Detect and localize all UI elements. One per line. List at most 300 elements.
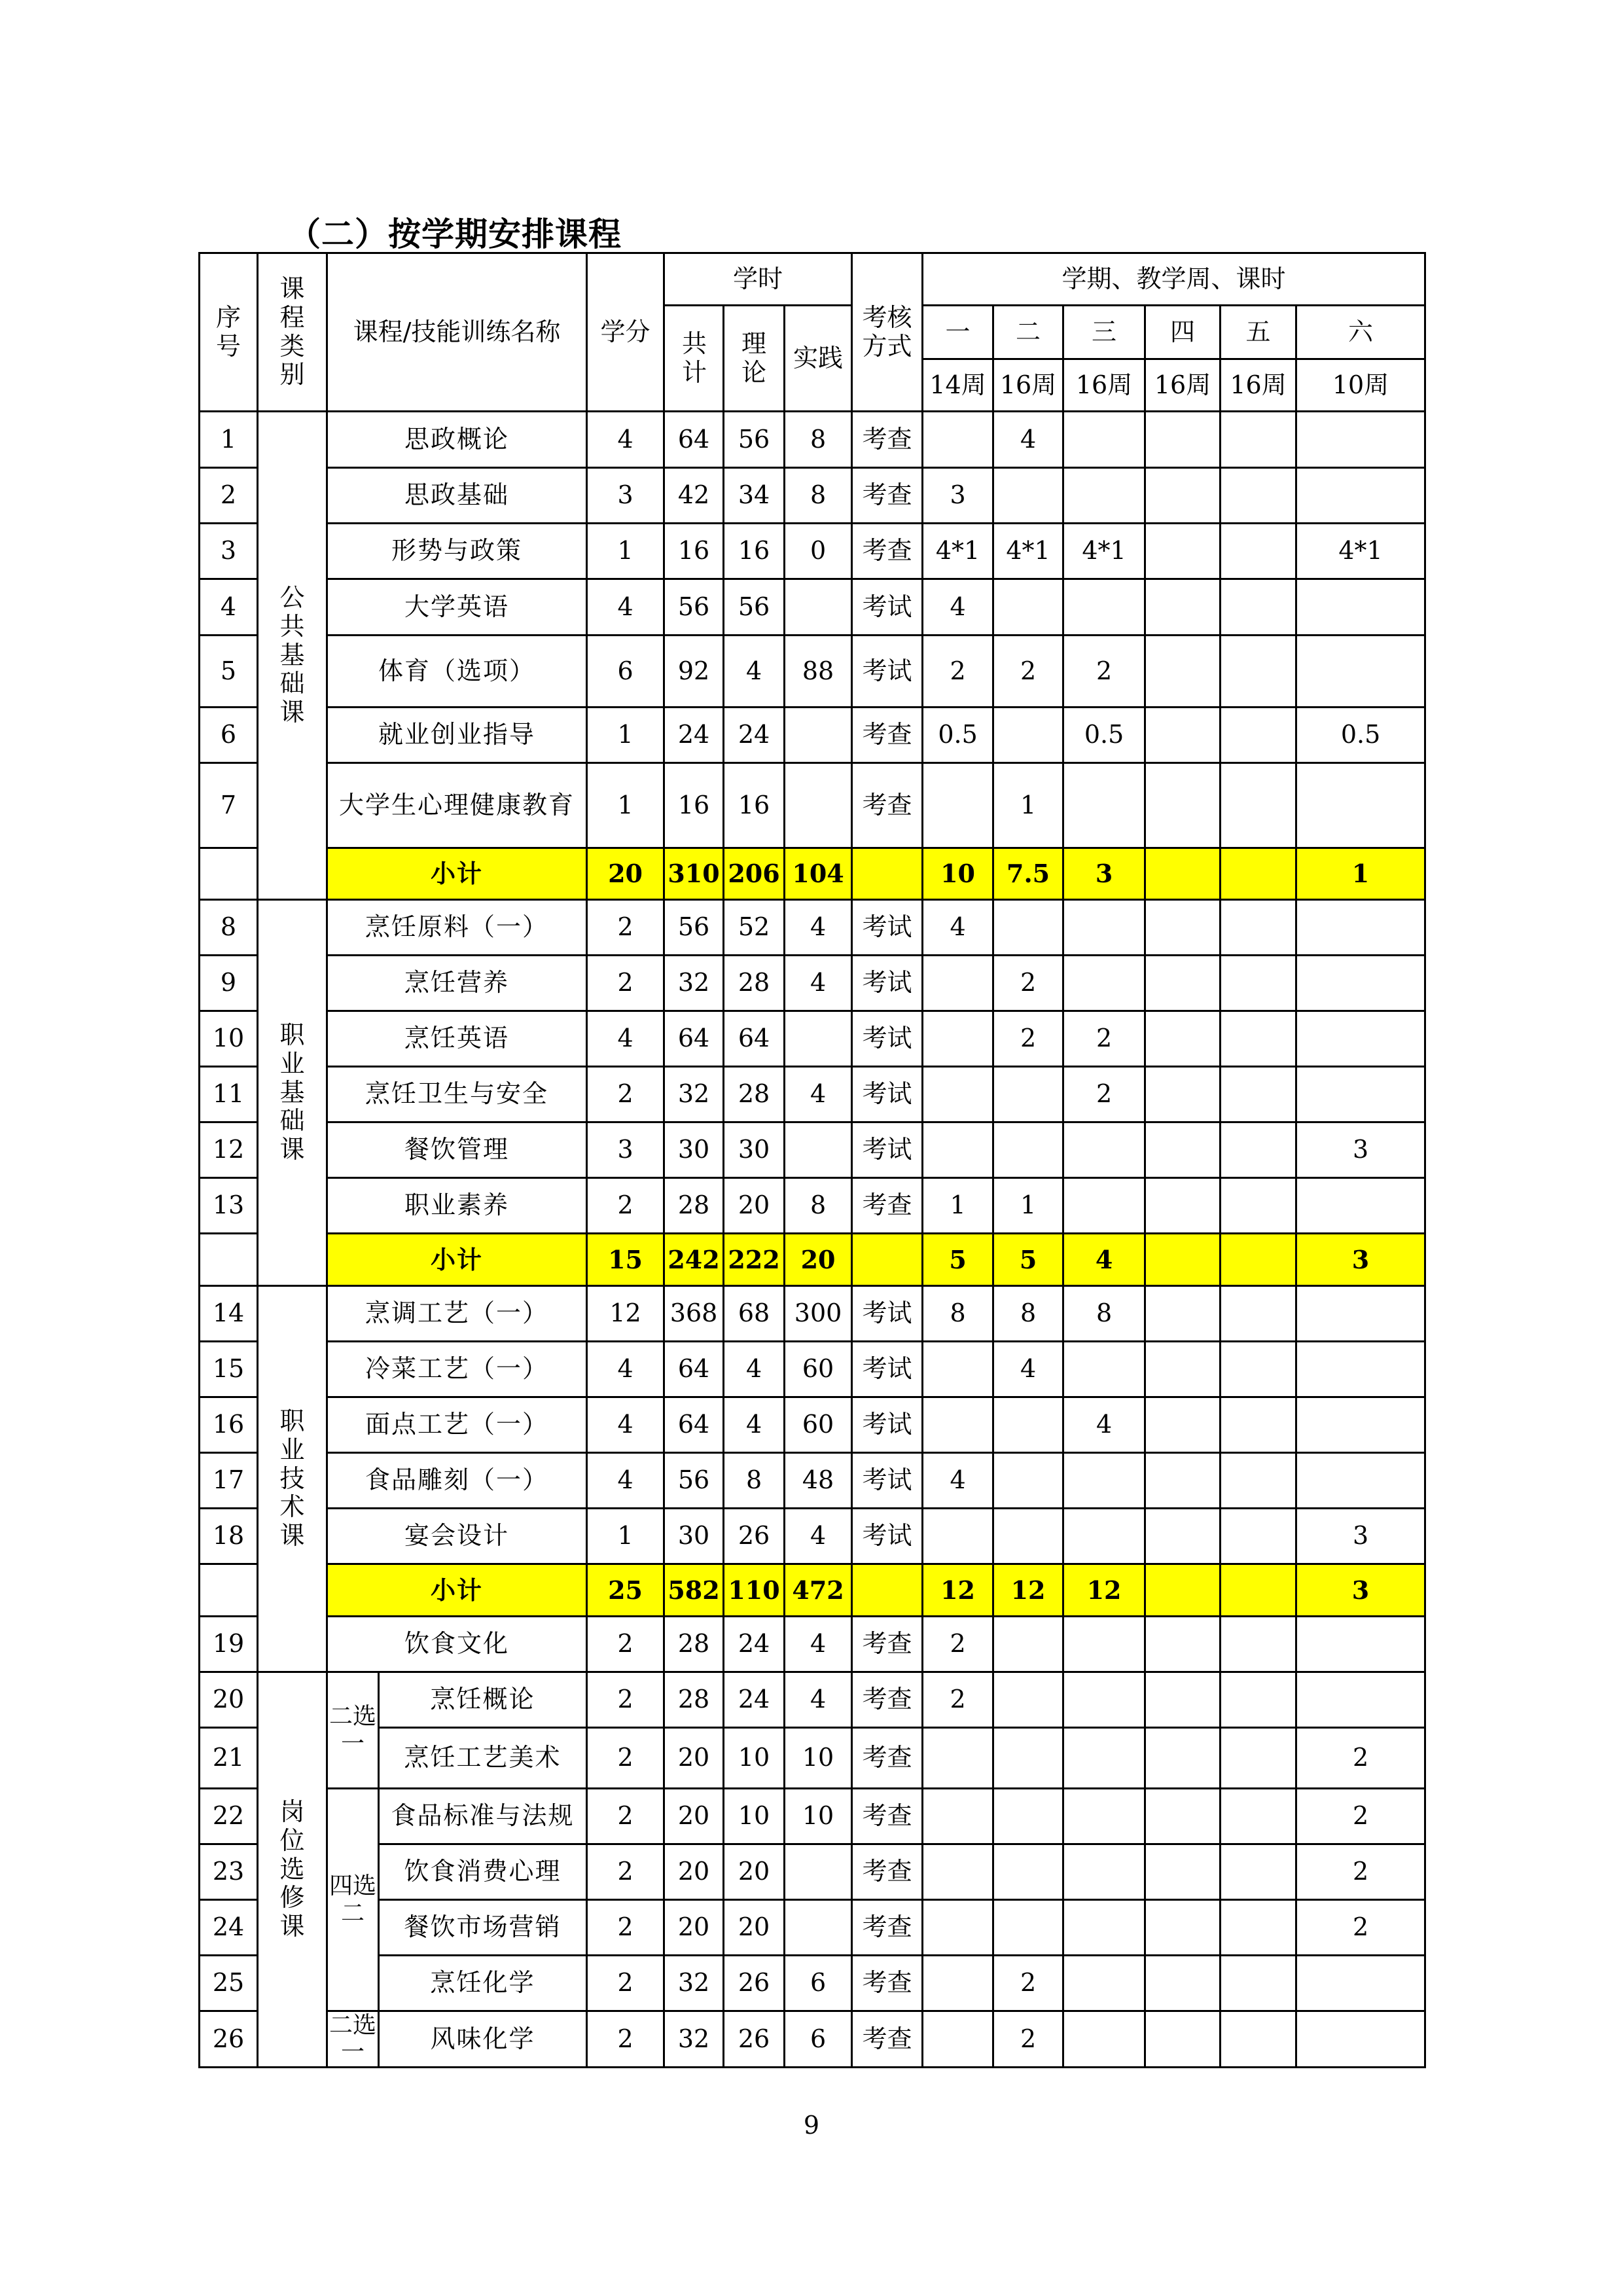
cell-term-hours bbox=[1296, 579, 1425, 636]
cell-term-hours bbox=[1145, 468, 1221, 524]
cell-term-hours bbox=[1063, 1178, 1145, 1234]
cell-term-hours: 1 bbox=[923, 1178, 993, 1234]
cell-term-hours bbox=[993, 468, 1063, 524]
cell-course-name: 烹饪概论 bbox=[379, 1672, 587, 1728]
cell-assessment: 考查 bbox=[852, 1844, 923, 1900]
cell-theory-hours: 34 bbox=[724, 468, 785, 524]
cell-seq: 7 bbox=[200, 763, 258, 848]
cell-term-hours: 2 bbox=[993, 1011, 1063, 1067]
cell-term-hours bbox=[1296, 956, 1425, 1011]
cell-term-hours bbox=[1063, 2011, 1145, 2068]
cell-term-hours bbox=[1063, 1900, 1145, 1956]
cell-assessment: 考查 bbox=[852, 1178, 923, 1234]
table-row bbox=[200, 1789, 1425, 1844]
cell-term-hours bbox=[1296, 1453, 1425, 1509]
cell-term-hours bbox=[1145, 1900, 1221, 1956]
cell-credit: 4 bbox=[587, 1011, 664, 1067]
category-public: 公共基础课 bbox=[258, 412, 327, 900]
cell-term-hours: 2 bbox=[1296, 1789, 1425, 1844]
table-row bbox=[200, 1956, 1425, 2011]
cell-total-hours: 42 bbox=[664, 468, 724, 524]
cell-term-hours: 0.5 bbox=[1063, 708, 1145, 763]
cell-practice-hours: 4 bbox=[785, 1509, 852, 1564]
cell-course-name: 大学英语 bbox=[327, 579, 587, 636]
header-course-name: 课程/技能训练名称 bbox=[327, 253, 587, 412]
cell-total-hours: 32 bbox=[664, 2011, 724, 2068]
cell-theory-hours: 16 bbox=[724, 524, 785, 579]
cell-term-hours: 5 bbox=[993, 1234, 1063, 1286]
table-row bbox=[200, 1122, 1425, 1178]
cell-total-hours: 56 bbox=[664, 1453, 724, 1509]
cell-course-name: 思政基础 bbox=[327, 468, 587, 524]
cell-assessment: 考试 bbox=[852, 1122, 923, 1178]
cell-subtotal-label: 小计 bbox=[327, 1564, 587, 1617]
cell-practice-hours: 300 bbox=[785, 1286, 852, 1342]
cell-theory-hours: 222 bbox=[724, 1234, 785, 1286]
cell-term-hours bbox=[1063, 1453, 1145, 1509]
header-term: 四 bbox=[1145, 306, 1221, 359]
cell-term-hours bbox=[923, 1011, 993, 1067]
cell-seq bbox=[200, 848, 258, 900]
cell-practice-hours bbox=[785, 1122, 852, 1178]
cell-term-hours bbox=[923, 1900, 993, 1956]
cell-term-hours bbox=[1221, 708, 1296, 763]
cell-theory-hours: 4 bbox=[724, 1397, 785, 1453]
cell-course-name: 餐饮管理 bbox=[327, 1122, 587, 1178]
cell-assessment: 考查 bbox=[852, 1672, 923, 1728]
cell-term-hours: 0.5 bbox=[923, 708, 993, 763]
cell-assessment: 考试 bbox=[852, 1342, 923, 1397]
cell-assessment: 考查 bbox=[852, 1956, 923, 2011]
cell-term-hours bbox=[993, 1509, 1063, 1564]
cell-term-hours bbox=[923, 2011, 993, 2068]
cell-practice-hours: 6 bbox=[785, 1956, 852, 2011]
table-row bbox=[200, 1397, 1425, 1453]
cell-course-name: 烹饪营养 bbox=[327, 956, 587, 1011]
cell-credit: 2 bbox=[587, 2011, 664, 2068]
cell-term-hours bbox=[1296, 1342, 1425, 1397]
cell-term-hours bbox=[1296, 468, 1425, 524]
cell-seq: 26 bbox=[200, 2011, 258, 2068]
cell-term-hours bbox=[1221, 1011, 1296, 1067]
cell-term-hours bbox=[993, 1397, 1063, 1453]
cell-theory-hours: 64 bbox=[724, 1011, 785, 1067]
cell-term-hours bbox=[1221, 524, 1296, 579]
cell-credit: 2 bbox=[587, 1672, 664, 1728]
cell-term-hours bbox=[993, 1453, 1063, 1509]
category-professional-basic: 职业基础课 bbox=[258, 900, 327, 1286]
cell-practice-hours: 8 bbox=[785, 412, 852, 468]
cell-theory-hours: 56 bbox=[724, 412, 785, 468]
cell-total-hours: 24 bbox=[664, 708, 724, 763]
cell-total-hours: 20 bbox=[664, 1844, 724, 1900]
cell-credit: 4 bbox=[587, 579, 664, 636]
table-row bbox=[200, 763, 1425, 848]
cell-theory-hours: 26 bbox=[724, 1956, 785, 2011]
cell-term-hours: 2 bbox=[1296, 1728, 1425, 1789]
cell-term-hours bbox=[1145, 1789, 1221, 1844]
cell-seq: 19 bbox=[200, 1617, 258, 1672]
cell-term-hours bbox=[1296, 412, 1425, 468]
cell-credit: 2 bbox=[587, 1844, 664, 1900]
cell-term-hours bbox=[1221, 1509, 1296, 1564]
cell-seq: 22 bbox=[200, 1789, 258, 1844]
cell-total-hours: 28 bbox=[664, 1617, 724, 1672]
cell-subtotal-label: 小计 bbox=[327, 848, 587, 900]
cell-term-hours: 4*1 bbox=[993, 524, 1063, 579]
cell-credit: 12 bbox=[587, 1286, 664, 1342]
cell-assessment: 考查 bbox=[852, 1900, 923, 1956]
cell-term-hours bbox=[923, 1728, 993, 1789]
cell-total-hours: 64 bbox=[664, 1397, 724, 1453]
cell-assessment: 考试 bbox=[852, 1011, 923, 1067]
cell-course-name: 就业创业指导 bbox=[327, 708, 587, 763]
cell-term-hours bbox=[923, 1397, 993, 1453]
cell-seq: 13 bbox=[200, 1178, 258, 1234]
cell-term-hours: 2 bbox=[993, 636, 1063, 708]
cell-practice-hours: 8 bbox=[785, 1178, 852, 1234]
cell-term-hours bbox=[1145, 1844, 1221, 1900]
cell-credit: 2 bbox=[587, 956, 664, 1011]
header-hours: 学时 bbox=[664, 253, 852, 306]
cell-total-hours: 368 bbox=[664, 1286, 724, 1342]
cell-term-hours bbox=[1296, 1067, 1425, 1122]
cell-term-hours bbox=[993, 1617, 1063, 1672]
cell-term-hours bbox=[1221, 636, 1296, 708]
cell-course-name: 饮食文化 bbox=[327, 1617, 587, 1672]
header-term: 二 bbox=[993, 306, 1063, 359]
header-term: 三 bbox=[1063, 306, 1145, 359]
cell-credit: 3 bbox=[587, 468, 664, 524]
cell-total-hours: 32 bbox=[664, 956, 724, 1011]
cell-theory-hours: 16 bbox=[724, 763, 785, 848]
cell-theory-hours: 20 bbox=[724, 1178, 785, 1234]
cell-term-hours bbox=[1063, 1672, 1145, 1728]
cell-term-hours bbox=[1296, 900, 1425, 956]
cell-theory-hours: 4 bbox=[724, 636, 785, 708]
cell-term-hours bbox=[993, 1844, 1063, 1900]
cell-term-hours bbox=[1221, 1234, 1296, 1286]
cell-theory-hours: 20 bbox=[724, 1844, 785, 1900]
cell-seq: 4 bbox=[200, 579, 258, 636]
header-weeks: 16周 bbox=[1063, 359, 1145, 412]
cell-term-hours bbox=[1145, 1234, 1221, 1286]
cell-term-hours bbox=[1221, 1564, 1296, 1617]
cell-term-hours bbox=[1221, 1342, 1296, 1397]
cell-term-hours bbox=[1063, 1342, 1145, 1397]
header-weeks: 16周 bbox=[1221, 359, 1296, 412]
cell-term-hours bbox=[1063, 763, 1145, 848]
page-number: 9 bbox=[803, 2111, 820, 2140]
cell-credit: 2 bbox=[587, 1067, 664, 1122]
cell-seq: 9 bbox=[200, 956, 258, 1011]
cell-seq: 12 bbox=[200, 1122, 258, 1178]
cell-assessment: 考试 bbox=[852, 900, 923, 956]
cell-term-hours bbox=[923, 1956, 993, 2011]
cell-term-hours bbox=[1221, 412, 1296, 468]
cell-practice-hours: 104 bbox=[785, 848, 852, 900]
table-row bbox=[200, 1728, 1425, 1789]
table-row bbox=[200, 1011, 1425, 1067]
cell-total-hours: 28 bbox=[664, 1178, 724, 1234]
cell-term-hours bbox=[1145, 1509, 1221, 1564]
cell-credit: 1 bbox=[587, 524, 664, 579]
cell-practice-hours: 6 bbox=[785, 2011, 852, 2068]
cell-theory-hours: 4 bbox=[724, 1342, 785, 1397]
cell-assessment: 考试 bbox=[852, 636, 923, 708]
cell-term-hours bbox=[1145, 1011, 1221, 1067]
cell-credit: 4 bbox=[587, 1342, 664, 1397]
cell-theory-hours: 206 bbox=[724, 848, 785, 900]
cell-total-hours: 16 bbox=[664, 524, 724, 579]
cell-practice-hours: 88 bbox=[785, 636, 852, 708]
cell-theory-hours: 28 bbox=[724, 1067, 785, 1122]
cell-term-hours bbox=[1296, 1956, 1425, 2011]
cell-theory-hours: 8 bbox=[724, 1453, 785, 1509]
cell-term-hours: 2 bbox=[1063, 1067, 1145, 1122]
cell-term-hours bbox=[923, 1844, 993, 1900]
cell-subtotal-label: 小计 bbox=[327, 1234, 587, 1286]
cell-term-hours bbox=[1296, 1286, 1425, 1342]
cell-assessment: 考查 bbox=[852, 468, 923, 524]
cell-course-name: 餐饮市场营销 bbox=[379, 1900, 587, 1956]
cell-theory-hours: 10 bbox=[724, 1789, 785, 1844]
cell-term-hours: 0.5 bbox=[1296, 708, 1425, 763]
table-row bbox=[200, 412, 1425, 468]
cell-term-hours: 4 bbox=[923, 1453, 993, 1509]
subtotal-row bbox=[200, 1564, 1425, 1617]
cell-term-hours bbox=[923, 1509, 993, 1564]
cell-term-hours bbox=[1145, 900, 1221, 956]
cell-term-hours bbox=[1296, 1178, 1425, 1234]
header-practice: 实践 bbox=[785, 306, 852, 412]
cell-term-hours bbox=[1221, 468, 1296, 524]
table-row bbox=[200, 1178, 1425, 1234]
cell-term-hours bbox=[1145, 1178, 1221, 1234]
table-row bbox=[200, 900, 1425, 956]
cell-term-hours bbox=[1145, 1728, 1221, 1789]
cell-term-hours bbox=[1145, 524, 1221, 579]
cell-term-hours: 2 bbox=[993, 2011, 1063, 2068]
cell-term-hours bbox=[1296, 1617, 1425, 1672]
cell-course-name: 烹饪卫生与安全 bbox=[327, 1067, 587, 1122]
cell-assessment: 考查 bbox=[852, 708, 923, 763]
cell-term-hours bbox=[993, 1067, 1063, 1122]
header-term: 一 bbox=[923, 306, 993, 359]
cell-term-hours: 4*1 bbox=[923, 524, 993, 579]
table-row bbox=[200, 1067, 1425, 1122]
cell-seq: 24 bbox=[200, 1900, 258, 1956]
cell-credit: 25 bbox=[587, 1564, 664, 1617]
cell-term-hours bbox=[1221, 1617, 1296, 1672]
table-row bbox=[200, 1453, 1425, 1509]
cell-term-hours bbox=[1221, 848, 1296, 900]
table-row bbox=[200, 708, 1425, 763]
cell-practice-hours: 4 bbox=[785, 900, 852, 956]
cell-term-hours bbox=[1296, 636, 1425, 708]
cell-theory-hours: 110 bbox=[724, 1564, 785, 1617]
cell-term-hours bbox=[1063, 1728, 1145, 1789]
cell-course-name: 大学生心理健康教育 bbox=[327, 763, 587, 848]
cell-practice-hours: 60 bbox=[785, 1397, 852, 1453]
cell-term-hours bbox=[1145, 1564, 1221, 1617]
cell-course-name: 思政概论 bbox=[327, 412, 587, 468]
cell-term-hours bbox=[993, 1672, 1063, 1728]
cell-term-hours: 8 bbox=[923, 1286, 993, 1342]
cell-term-hours: 3 bbox=[1296, 1509, 1425, 1564]
cell-term-hours: 7.5 bbox=[993, 848, 1063, 900]
cell-term-hours: 12 bbox=[1063, 1564, 1145, 1617]
cell-term-hours bbox=[923, 1067, 993, 1122]
cell-theory-hours: 30 bbox=[724, 1122, 785, 1178]
cell-seq: 8 bbox=[200, 900, 258, 956]
cell-term-hours bbox=[923, 1122, 993, 1178]
cell-term-hours bbox=[1221, 900, 1296, 956]
cell-credit: 1 bbox=[587, 763, 664, 848]
header-total: 共计 bbox=[664, 306, 724, 412]
cell-total-hours: 56 bbox=[664, 579, 724, 636]
cell-term-hours bbox=[1145, 763, 1221, 848]
cell-assessment: 考试 bbox=[852, 1397, 923, 1453]
cell-term-hours bbox=[923, 763, 993, 848]
cell-term-hours bbox=[923, 1342, 993, 1397]
cell-course-name: 烹饪工艺美术 bbox=[379, 1728, 587, 1789]
table-row bbox=[200, 1844, 1425, 1900]
cell-term-hours bbox=[993, 1122, 1063, 1178]
cell-theory-hours: 52 bbox=[724, 900, 785, 956]
cell-total-hours: 32 bbox=[664, 1067, 724, 1122]
cell-credit: 2 bbox=[587, 1728, 664, 1789]
cell-theory-hours: 20 bbox=[724, 1900, 785, 1956]
cell-term-hours bbox=[923, 1789, 993, 1844]
cell-term-hours bbox=[1145, 956, 1221, 1011]
cell-term-hours bbox=[1063, 1956, 1145, 2011]
cell-term-hours bbox=[1221, 1789, 1296, 1844]
cell-term-hours: 2 bbox=[923, 636, 993, 708]
cell-term-hours bbox=[1145, 636, 1221, 708]
cell-total-hours: 64 bbox=[664, 412, 724, 468]
cell-term-hours: 1 bbox=[993, 1178, 1063, 1234]
cell-practice-hours: 4 bbox=[785, 956, 852, 1011]
cell-term-hours bbox=[1221, 763, 1296, 848]
cell-practice-hours: 472 bbox=[785, 1564, 852, 1617]
cell-term-hours: 1 bbox=[1296, 848, 1425, 900]
cell-course-name: 烹饪英语 bbox=[327, 1011, 587, 1067]
cell-term-hours bbox=[1221, 1067, 1296, 1122]
cell-practice-hours bbox=[785, 1011, 852, 1067]
cell-total-hours: 310 bbox=[664, 848, 724, 900]
cell-total-hours: 20 bbox=[664, 1789, 724, 1844]
cell-term-hours: 2 bbox=[1296, 1900, 1425, 1956]
cell-term-hours bbox=[1063, 468, 1145, 524]
cell-theory-hours: 26 bbox=[724, 2011, 785, 2068]
cell-theory-hours: 10 bbox=[724, 1728, 785, 1789]
cell-credit: 1 bbox=[587, 708, 664, 763]
cell-theory-hours: 26 bbox=[724, 1509, 785, 1564]
cell-seq: 23 bbox=[200, 1844, 258, 1900]
cell-course-name: 冷菜工艺（一） bbox=[327, 1342, 587, 1397]
cell-term-hours bbox=[1221, 1956, 1296, 2011]
table-row bbox=[200, 1342, 1425, 1397]
cell-assessment: 考查 bbox=[852, 412, 923, 468]
cell-term-hours: 12 bbox=[993, 1564, 1063, 1617]
cell-credit: 4 bbox=[587, 412, 664, 468]
cell-credit: 2 bbox=[587, 1617, 664, 1672]
cell-term-hours bbox=[1296, 1672, 1425, 1728]
cell-term-hours bbox=[993, 708, 1063, 763]
cell-assessment: 考试 bbox=[852, 1067, 923, 1122]
cell-term-hours: 4*1 bbox=[1063, 524, 1145, 579]
cell-term-hours: 4 bbox=[923, 900, 993, 956]
cell-term-hours bbox=[1145, 1397, 1221, 1453]
cell-practice-hours: 10 bbox=[785, 1789, 852, 1844]
cell-seq: 6 bbox=[200, 708, 258, 763]
cell-term-hours: 4 bbox=[993, 1342, 1063, 1397]
cell-term-hours bbox=[1296, 1397, 1425, 1453]
cell-term-hours bbox=[1063, 579, 1145, 636]
cell-term-hours: 2 bbox=[993, 956, 1063, 1011]
header-category: 课程类别 bbox=[258, 253, 327, 412]
cell-total-hours: 30 bbox=[664, 1509, 724, 1564]
cell-total-hours: 56 bbox=[664, 900, 724, 956]
cell-total-hours: 30 bbox=[664, 1122, 724, 1178]
cell-practice-hours: 10 bbox=[785, 1728, 852, 1789]
table-row bbox=[200, 468, 1425, 524]
cell-assessment: 考查 bbox=[852, 1728, 923, 1789]
cell-practice-hours: 4 bbox=[785, 1672, 852, 1728]
cell-theory-hours: 56 bbox=[724, 579, 785, 636]
table-row bbox=[200, 1900, 1425, 1956]
cell-credit: 2 bbox=[587, 1956, 664, 2011]
cell-term-hours bbox=[1145, 1956, 1221, 2011]
cell-assessment: 考试 bbox=[852, 1509, 923, 1564]
cell-term-hours: 4 bbox=[923, 579, 993, 636]
cell-term-hours bbox=[1063, 1844, 1145, 1900]
cell-term-hours bbox=[1145, 412, 1221, 468]
cell-assessment: 考试 bbox=[852, 1453, 923, 1509]
cell-term-hours bbox=[1145, 579, 1221, 636]
cell-course-name: 烹调工艺（一） bbox=[327, 1286, 587, 1342]
cell-term-hours bbox=[1221, 1844, 1296, 1900]
cell-practice-hours: 20 bbox=[785, 1234, 852, 1286]
cell-total-hours: 32 bbox=[664, 1956, 724, 2011]
cell-term-hours bbox=[1145, 708, 1221, 763]
cell-term-hours: 5 bbox=[923, 1234, 993, 1286]
cell-assessment: 考查 bbox=[852, 2011, 923, 2068]
cell-credit: 6 bbox=[587, 636, 664, 708]
cell-total-hours: 582 bbox=[664, 1564, 724, 1617]
cell-term-hours bbox=[1296, 2011, 1425, 2068]
cell-course-name: 饮食消费心理 bbox=[379, 1844, 587, 1900]
cell-term-hours bbox=[1221, 1122, 1296, 1178]
table-row bbox=[200, 2011, 1425, 2068]
cell-practice-hours bbox=[785, 1844, 852, 1900]
cell-seq: 5 bbox=[200, 636, 258, 708]
cell-assessment: 考查 bbox=[852, 1789, 923, 1844]
cell-term-hours bbox=[993, 579, 1063, 636]
cell-credit: 2 bbox=[587, 900, 664, 956]
cell-theory-hours: 24 bbox=[724, 1617, 785, 1672]
elective-group-label: 二选一 bbox=[327, 1672, 379, 1789]
table-row bbox=[200, 1672, 1425, 1728]
cell-term-hours bbox=[1145, 1067, 1221, 1122]
section-heading: （二）按学期安排课程 bbox=[288, 215, 622, 253]
cell-term-hours: 10 bbox=[923, 848, 993, 900]
cell-term-hours bbox=[1145, 2011, 1221, 2068]
course-schedule-table bbox=[198, 252, 1426, 2068]
header-weeks: 16周 bbox=[993, 359, 1063, 412]
cell-credit: 20 bbox=[587, 848, 664, 900]
